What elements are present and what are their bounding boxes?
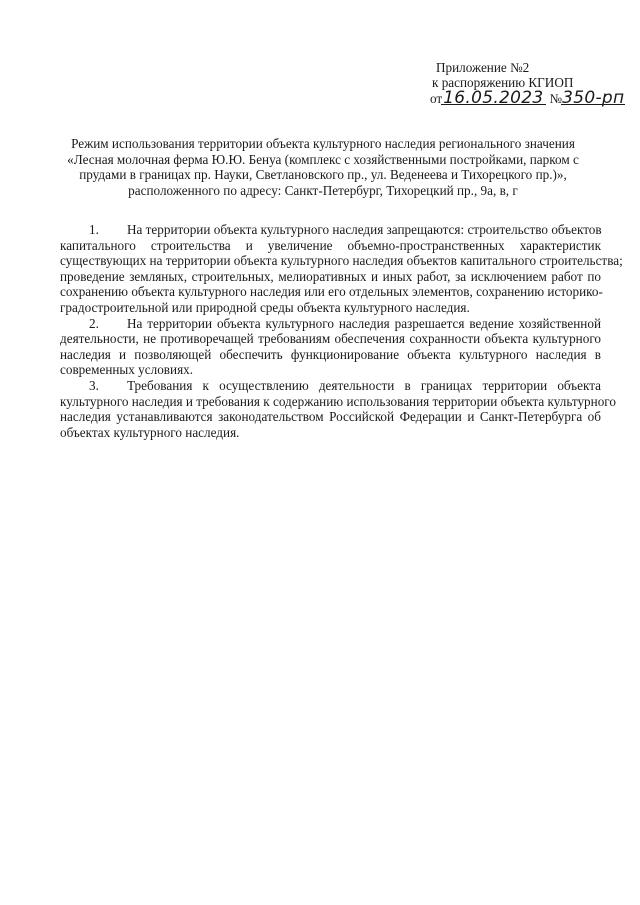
paragraph-line: сохранению объекта культурного наследия или его отдельных элементов, сохранению историко- — [60, 284, 603, 300]
paragraph-line: 1. На территории объекта культурного наследия запрещаются: строительство объектов — [89, 222, 602, 237]
paragraph-line: проведение земляных, строительных, мелиоративных и иных работ, за исключением работ по — [60, 268, 601, 284]
appendix-title: Приложение №2 — [436, 60, 530, 75]
paragraph-line: деятельности, не противоречащей требованиям обеспечения сохранности объекта культурного — [60, 331, 601, 347]
paragraph-line: капитального строительства и увеличение объемно-пространственных характеристик — [60, 237, 601, 253]
paragraph-line: современных условиях. — [60, 362, 194, 378]
title-line: расположенного по адресу: Санкт-Петербург, Тихорецкий пр., 9а, в, г — [128, 182, 518, 198]
paragraph-line: объектах культурного наследия. — [60, 424, 240, 440]
paragraph-3 — [60, 377, 616, 440]
paragraph-line: культурного наследия и требования к содержанию использования территории объекта культурного — [60, 393, 616, 409]
paragraph-line: градостроительной или природной среды объекта культурного наследия. — [60, 299, 470, 315]
paragraph-line: существующих на территории объекта культурного наследия объектов капитального строительства; — [60, 253, 623, 269]
paragraph-line: наследия и позволяющей обеспечить функционирование объекта культурного наследия в — [60, 346, 601, 362]
paragraph-2 — [60, 316, 601, 378]
title-line: «Лесная молочная ферма Ю.Ю. Бенуа (комплекс с хозяйственными постройками, парком с — [67, 151, 579, 167]
handwritten-number: 350-рп — [562, 88, 625, 108]
title-line: прудами в границах пр. Науки, Светлановского пр., ул. Веденеева и Тихорецкого пр.)», — [79, 167, 567, 183]
paragraph-number: 3. — [89, 377, 99, 393]
title-line: Режим использования территории объекта культурного наследия регионального значения — [71, 136, 575, 151]
document-title — [60, 136, 586, 198]
paragraph-1 — [60, 222, 623, 316]
paragraph-number: 2. — [89, 315, 99, 331]
paragraph-number: 1. — [89, 222, 99, 237]
appendix-header — [430, 60, 630, 106]
paragraph-line: наследия устанавливаются законодательством Российской Федерации и Санкт-Петербурга об — [60, 409, 601, 425]
paragraph-line: 3. Требования к осуществлению деятельности в границах территории объекта — [89, 377, 601, 393]
date-prefix: от — [430, 91, 443, 106]
handwritten-date: 16.05.2023 — [443, 88, 544, 108]
number-prefix: № — [549, 91, 563, 106]
appendix-date-number — [430, 88, 630, 108]
appendix-reference: к распоряжению КГИОП — [432, 75, 574, 90]
paragraph-line: 2. На территории объекта культурного наследия разрешается ведение хозяйственной — [89, 315, 601, 331]
document-body — [60, 222, 623, 440]
